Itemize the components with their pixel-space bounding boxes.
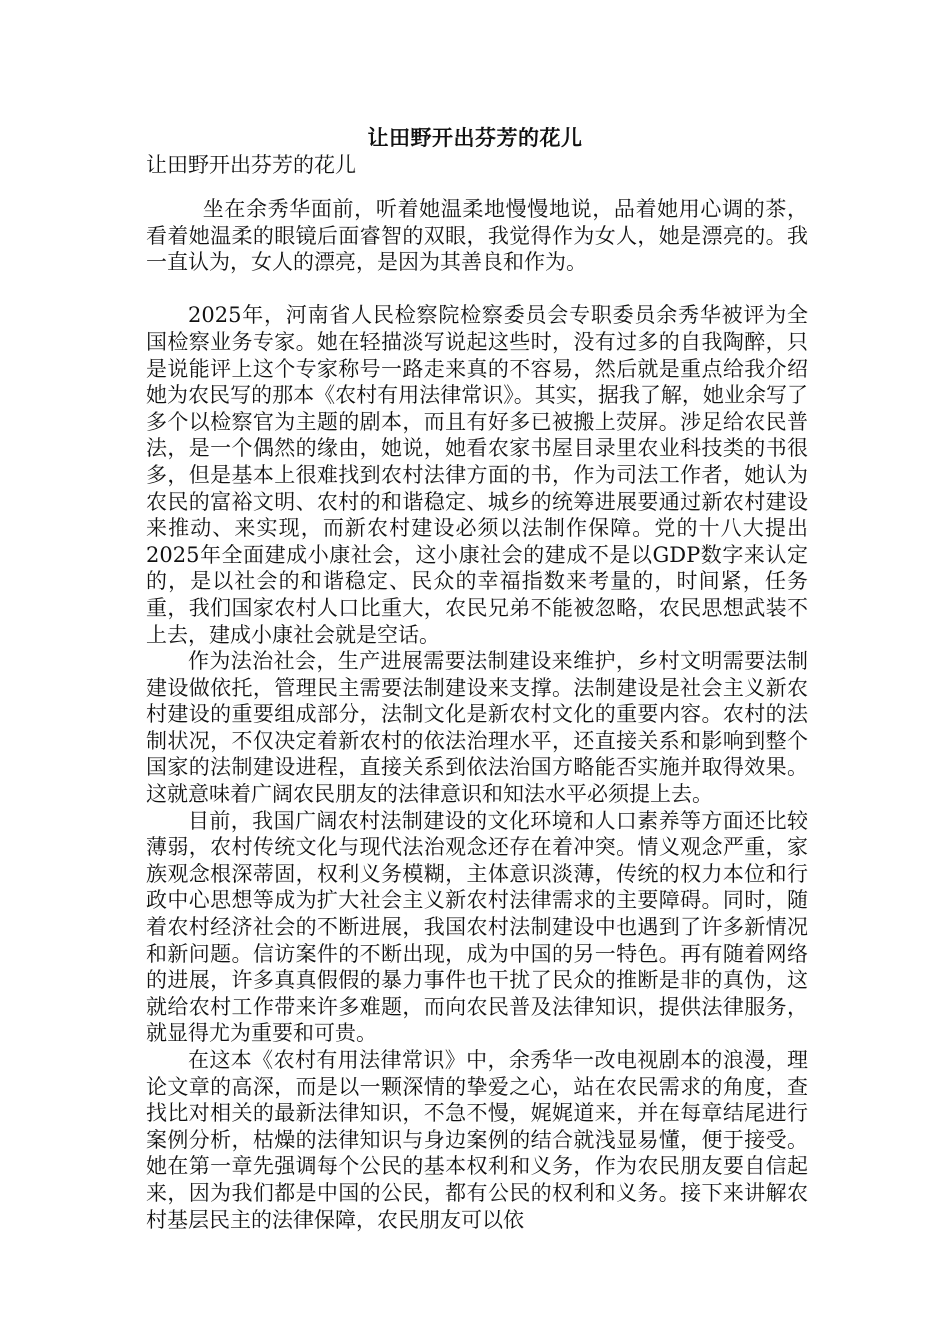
paragraph-1: 坐在余秀华面前，听着她温柔地慢慢地说，品着她用心调的茶，看着她温柔的眼镜后面睿智的双眼，我觉得作为女人，她是漂亮的。我一直认为，女人的漂亮，是因为其善良和作为。 — [146, 197, 808, 275]
document-body — [146, 196, 808, 1233]
paragraph-5: 在这本《农村有用法律常识》中，余秀华一改电视剧本的浪漫，理论文章的高深，而是以一颗深情的挚爱之心，站在农民需求的角度，查找比对相关的最新法律知识，不急不慢，娓娓道来，并在每章结尾进行案例分析，枯燥的法律知识与身边案例的结合就浅显易懂，便于接受。她在第一章先强调每个公民的基本权利和义务，作为农民朋友要自信起来，因为我们都是中国的公民，都有公民的权利和义务。接下来讲解农村基层民主的法律保障，农民朋友可以依 — [146, 1048, 808, 1232]
document-title: 让田野开出芬芳的花儿 — [367, 126, 583, 150]
paragraph-2: 2025年，河南省人民检察院检察委员会专职委员余秀华被评为全国检察业务专家。她在轻描淡写说起这些时，没有过多的自我陶醉，只是说能评上这个专家称号一路走来真的不容易，然后就是重点给我介绍她为农民写的那本《农村有用法律常识》。其实，据我了解，她业余写了多个以检察官为主题的剧本，而且有好多已被搬上荧屏。涉足给农民普法，是一个偶然的缘由，她说，她看农家书屋目录里农业科技类的书很多，但是基本上很难找到农村法律方面的书，作为司法工作者，她认为农民的富裕文明、农村的和谐稳定、城乡的统筹进展要通过新农村建设来推动、来实现，而新农村建设必须以法制作保障。党的十八大提出2025年全面建成小康社会，这小康社会的建成不是以GDP数字来认定的，是以社会的和谐稳定、民众的幸福指数来考量的，时间紧，任务重，我们国家农村人口比重大，农民兄弟不能被忽略，农民思想武装不上去，建成小康社会就是空话。 — [146, 303, 808, 647]
paragraph-spacer — [146, 276, 808, 303]
paragraph-3: 作为法治社会，生产进展需要法制建设来维护，乡村文明需要法制建设做依托，管理民主需要法制建设来支撑。法制建设是社会主义新农村建设的重要组成部分，法制文化是新农村文化的重要内容。农村的法制状况，不仅决定着新农村的依法治理水平，还直接关系和影响到整个国家的法制建设进程，直接关系到依法治国方略能否实施并取得效果。这就意味着广阔农民朋友的法律意识和知法水平必须提上去。 — [146, 649, 808, 807]
paragraph-4: 目前，我国广阔农村法制建设的文化环境和人口素养等方面还比较薄弱，农村传统文化与现代法治观念还存在着冲突。情义观念严重，家族观念根深蒂固，权利义务模糊，主体意识淡薄，传统的权力本位和行政中心思想等成为扩大社会主义新农村法律需求的主要障碍。同时，随着农村经济社会的不断进展，我国农村法制建设中也遇到了许多新情况和新问题。信访案件的不断出现，成为中国的另一特色。再有随着网络的进展，许多真真假假的暴力事件也干扰了民众的推断是非的真伪，这就给农村工作带来许多难题，而向农民普及法律知识，提供法律服务，就显得尤为重要和可贵。 — [146, 808, 808, 1046]
document-subtitle: 让田野开出芬芳的花儿 — [146, 153, 356, 177]
